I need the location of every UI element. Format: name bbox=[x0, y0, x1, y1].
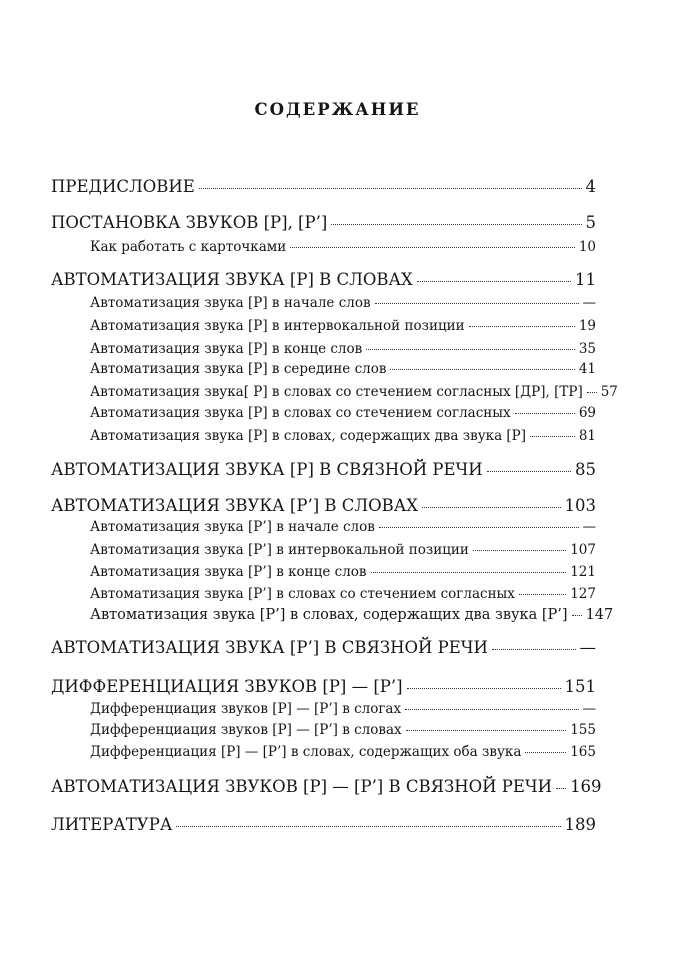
toc-leader-dots bbox=[487, 471, 571, 472]
toc-page-number: 41 bbox=[578, 361, 596, 377]
toc-entry-title: Автоматизация звука [Р] в интервокальной позиции bbox=[90, 318, 465, 334]
toc-entry-title: Как работать с карточками bbox=[90, 239, 287, 255]
toc-page-number: 5 bbox=[585, 213, 596, 232]
toc-leader-dots bbox=[556, 788, 566, 789]
toc-subentry bbox=[90, 743, 596, 761]
toc-entry-title: Автоматизация звука [Р’] в конце слов bbox=[90, 564, 367, 580]
toc-subentry bbox=[90, 563, 596, 581]
toc-subentry bbox=[90, 585, 596, 603]
toc-page-number: 127 bbox=[570, 586, 596, 602]
toc-entry-title: АВТОМАТИЗАЦИЯ ЗВУКА [Р’] В СЛОВАХ bbox=[51, 496, 419, 515]
toc-entry-title: ЛИТЕРАТУРА bbox=[51, 815, 173, 834]
toc-leader-dots bbox=[587, 392, 597, 393]
toc-entry bbox=[51, 495, 596, 517]
toc-entry-title: Автоматизация звука [Р’] в начале слов bbox=[90, 519, 375, 535]
toc-page-number: 4 bbox=[585, 177, 596, 196]
toc-leader-dots bbox=[519, 594, 566, 595]
toc-leader-dots bbox=[492, 649, 576, 650]
toc-subentry bbox=[90, 700, 596, 718]
toc-page-number: 147 bbox=[585, 607, 614, 623]
toc-subentry bbox=[90, 606, 614, 624]
toc-entry-title: Автоматизация звука [Р’] в словах со стечением согласных bbox=[90, 586, 515, 602]
toc-leader-dots bbox=[406, 730, 567, 731]
toc-page-number: 169 bbox=[570, 777, 602, 796]
toc-entry-title: Дифференциация звуков [Р] — [Р’] в словах bbox=[90, 722, 402, 738]
toc-entry-title: Автоматизация звука [Р] в словах, содержащих два звука [Р] bbox=[90, 428, 527, 444]
toc-page-number: 155 bbox=[570, 722, 596, 738]
toc-entry-title: АВТОМАТИЗАЦИЯ ЗВУКОВ [Р] — [Р’] В СВЯЗНОЙ РЕЧИ bbox=[51, 777, 553, 796]
toc-leader-dots bbox=[422, 507, 560, 508]
toc-leader-dots bbox=[405, 709, 578, 710]
toc-leader-dots bbox=[366, 349, 575, 350]
toc-leader-dots bbox=[417, 281, 571, 282]
toc-subentry bbox=[90, 360, 596, 378]
toc-leader-dots bbox=[525, 752, 566, 753]
toc-page-number: 189 bbox=[564, 815, 596, 834]
toc-subentry bbox=[90, 294, 596, 312]
toc-entry-title: Автоматизация звука [Р] в конце слов bbox=[90, 341, 363, 357]
page-title: СОДЕРЖАНИЕ bbox=[254, 100, 421, 119]
toc-leader-dots bbox=[515, 413, 575, 414]
toc-subentry bbox=[90, 541, 596, 559]
toc-entry-title: Автоматизация звука[ Р] в словах со стечением согласных [ДР], [ТР] bbox=[90, 384, 583, 400]
toc-entry bbox=[51, 676, 596, 698]
toc-page-number: 107 bbox=[570, 542, 596, 558]
toc-leader-dots bbox=[176, 826, 560, 827]
toc-entry-title: ДИФФЕРЕНЦИАЦИЯ ЗВУКОВ [Р] — [Р’] bbox=[51, 677, 403, 696]
toc-entry-title: АВТОМАТИЗАЦИЯ ЗВУКА [Р] В СЛОВАХ bbox=[51, 270, 413, 289]
toc-leader-dots bbox=[473, 550, 566, 551]
toc-page-number: 35 bbox=[578, 341, 596, 357]
toc-entry-title: Дифференциация [Р] — [Р’] в словах, содержащих оба звука bbox=[90, 744, 522, 760]
toc-page-number: 11 bbox=[575, 270, 596, 289]
toc-entry bbox=[51, 814, 596, 836]
toc-entry-title: АВТОМАТИЗАЦИЯ ЗВУКА [Р’] В СВЯЗНОЙ РЕЧИ bbox=[51, 638, 488, 657]
toc-page-number: 81 bbox=[578, 428, 596, 444]
toc-page-number: 165 bbox=[570, 744, 596, 760]
toc-entry bbox=[51, 176, 596, 198]
toc-leader-dots bbox=[390, 369, 574, 370]
toc-leader-dots bbox=[371, 572, 567, 573]
toc-page-number: 19 bbox=[578, 318, 596, 334]
toc-page-number: 121 bbox=[570, 564, 596, 580]
toc-page-number: 69 bbox=[578, 405, 596, 421]
toc-leader-dots bbox=[530, 436, 575, 437]
toc-subentry bbox=[90, 238, 596, 256]
toc-entry-title: Автоматизация звука [Р] в середине слов bbox=[90, 361, 387, 377]
toc-leader-dots bbox=[199, 188, 582, 189]
toc-entry-title: Дифференциация звуков [Р] — [Р’] в слогах bbox=[90, 701, 402, 717]
toc-page-number: — bbox=[582, 701, 596, 717]
toc-page-number: — bbox=[582, 519, 596, 535]
toc-leader-dots bbox=[407, 688, 561, 689]
toc-leader-dots bbox=[331, 224, 581, 225]
toc-entry bbox=[51, 459, 596, 481]
toc-entry bbox=[51, 212, 596, 234]
toc-leader-dots bbox=[469, 326, 575, 327]
toc-page-number: 57 bbox=[600, 384, 618, 400]
toc-entry-title: АВТОМАТИЗАЦИЯ ЗВУКА [Р] В СВЯЗНОЙ РЕЧИ bbox=[51, 460, 483, 479]
toc-subentry bbox=[90, 383, 618, 401]
toc-page-number: 85 bbox=[575, 460, 596, 479]
toc-entry-title: ПРЕДИСЛОВИЕ bbox=[51, 177, 195, 196]
toc-entry-title: ПОСТАНОВКА ЗВУКОВ [Р], [Р’] bbox=[51, 213, 328, 232]
toc-page-number: 103 bbox=[564, 496, 596, 515]
toc-subentry bbox=[90, 427, 596, 445]
toc-entry bbox=[51, 637, 596, 659]
toc-entry-title: Автоматизация звука [Р] в начале слов bbox=[90, 295, 371, 311]
toc-entry-title: Автоматизация звука [Р’] в словах, содержащих два звука [Р’] bbox=[90, 607, 568, 623]
toc-entry-title: Автоматизация звука [Р] в словах со стечением согласных bbox=[90, 405, 511, 421]
toc-subentry bbox=[90, 340, 596, 358]
toc-entry bbox=[51, 269, 596, 291]
toc-leader-dots bbox=[572, 615, 582, 616]
toc-page-number: — bbox=[579, 638, 596, 657]
toc-leader-dots bbox=[375, 303, 579, 304]
toc-page-number: 10 bbox=[578, 239, 596, 255]
toc-page-number: — bbox=[582, 295, 596, 311]
toc-entry-title: Автоматизация звука [Р’] в интервокальной позиции bbox=[90, 542, 469, 558]
toc-subentry bbox=[90, 518, 596, 536]
toc-leader-dots bbox=[290, 247, 575, 248]
toc-leader-dots bbox=[379, 527, 579, 528]
toc-subentry bbox=[90, 721, 596, 739]
toc-entry bbox=[51, 776, 602, 798]
toc-subentry bbox=[90, 317, 596, 335]
toc-subentry bbox=[90, 404, 596, 422]
toc-page-number: 151 bbox=[564, 677, 596, 696]
